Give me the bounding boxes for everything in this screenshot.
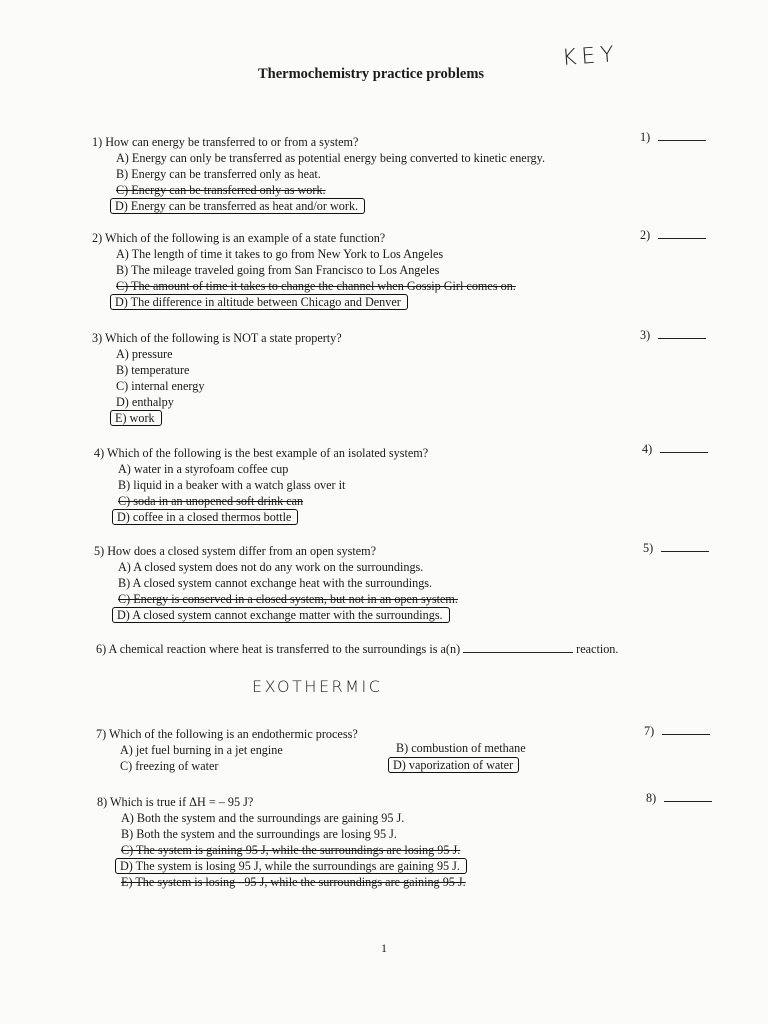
option-a: A) water in a styrofoam coffee cup xyxy=(118,462,289,476)
option-b: B) temperature xyxy=(116,363,190,377)
option-b: B) A closed system cannot exchange heat with the surroundings. xyxy=(118,576,433,590)
question-stem: 4) Which of the following is the best example of an isolated system? xyxy=(94,446,429,460)
option-c: C) soda in an unopened soft drink can xyxy=(118,494,304,508)
option-c: C) Energy can be transferred only as work. xyxy=(116,183,326,197)
answer-blank-1: 1) xyxy=(640,130,706,145)
answer-blank-5: 5) xyxy=(643,541,709,556)
question-3 xyxy=(92,330,342,426)
question-6 xyxy=(96,642,618,657)
option-b: B) liquid in a beaker with a watch glass over it xyxy=(118,478,346,492)
option-c: C) The system is gaining 95 J, while the surroundings are losing 95 J. xyxy=(121,843,461,857)
answer-blank-3: 3) xyxy=(640,328,706,343)
option-c: C) The amount of time it takes to change the channel when Gossip Girl comes on. xyxy=(116,279,516,293)
option-e-circled: E) work xyxy=(92,410,342,426)
option-a: A) The length of time it takes to go from New York to Los Angeles xyxy=(116,247,444,261)
handwritten-key-mark: KEY xyxy=(561,42,620,71)
option-a: A) Both the system and the surroundings are gaining 95 J. xyxy=(121,811,405,825)
handwritten-answer-6: EXOTHERMIC xyxy=(252,677,383,696)
option-a: A) Energy can only be transferred as potential energy being converted to kinetic energy. xyxy=(116,151,546,165)
question-6-suffix: reaction. xyxy=(576,642,619,656)
question-stem: 5) How does a closed system differ from an open system? xyxy=(94,544,377,558)
option-d-circled: D) Energy can be transferred as heat and/or work. xyxy=(92,198,545,214)
question-6-text: 6) A chemical reaction where heat is transferred to the surroundings is a(n) xyxy=(96,642,461,656)
option-d-circled: D) coffee in a closed thermos bottle xyxy=(94,509,428,525)
question-stem: 2) Which of the following is an example of a state function? xyxy=(92,231,386,245)
option-b: B) The mileage traveled going from San Francisco to Los Angeles xyxy=(116,263,440,277)
option-a: A) pressure xyxy=(116,347,173,361)
question-stem: 7) Which of the following is an endothermic process? xyxy=(96,727,358,741)
option-b: B) Both the system and the surroundings are losing 95 J. xyxy=(121,827,397,841)
question-2 xyxy=(92,230,516,310)
option-d-circled: D) A closed system cannot exchange matter with the surroundings. xyxy=(94,607,458,623)
question-5 xyxy=(94,543,458,623)
option-d-circled: D) The difference in altitude between Chicago and Denver xyxy=(92,294,516,310)
option-d: D) enthalpy xyxy=(116,395,174,409)
question-1 xyxy=(92,134,545,214)
option-c: C) Energy is conserved in a closed system, but not in an open system. xyxy=(118,592,458,606)
answer-line-6 xyxy=(463,642,573,653)
page-title: Thermochemistry practice problems xyxy=(258,66,485,82)
option-e: E) The system is losing –95 J, while the surroundings are gaining 95 J. xyxy=(121,875,466,889)
option-b: B) combustion of methane xyxy=(396,741,526,755)
answer-blank-2: 2) xyxy=(640,228,706,243)
question-stem: 3) Which of the following is NOT a state property? xyxy=(92,331,342,345)
option-c: C) freezing of water xyxy=(120,759,219,773)
question-7-options xyxy=(96,742,566,774)
option-d-circled: D) vaporization of water xyxy=(388,757,519,773)
question-stem: 8) Which is true if ΔH = – 95 J? xyxy=(97,795,254,809)
answer-blank-7: 7) xyxy=(644,724,710,739)
answer-blank-4: 4) xyxy=(642,442,708,457)
question-4 xyxy=(94,445,428,525)
option-b: B) Energy can be transferred only as heat. xyxy=(116,167,321,181)
option-a: A) jet fuel burning in a jet engine xyxy=(120,743,283,757)
answer-blank-8: 8) xyxy=(646,791,712,806)
question-8 xyxy=(97,794,467,890)
question-stem: 1) How can energy be transferred to or from a system? xyxy=(92,135,359,149)
page-number: 1 xyxy=(381,941,387,955)
question-7 xyxy=(96,726,566,774)
option-a: A) A closed system does not do any work on the surroundings. xyxy=(118,560,424,574)
option-c: C) internal energy xyxy=(116,379,205,393)
option-d-circled: D) The system is losing 95 J, while the surroundings are gaining 95 J. xyxy=(97,858,467,874)
